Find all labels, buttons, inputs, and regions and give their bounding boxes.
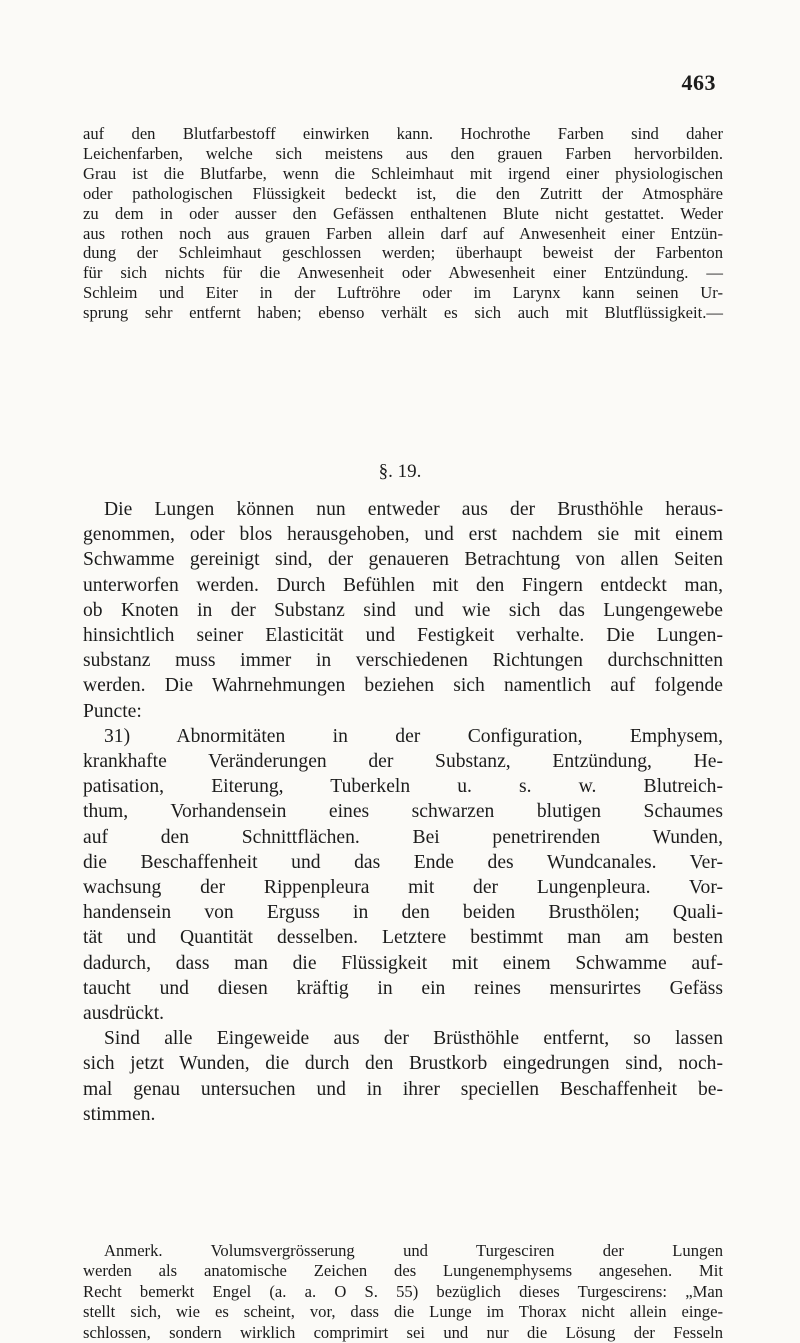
text-line: tät und Quantität desselben. Letztere bestimmt man am besten	[83, 927, 723, 949]
text-line: werden als anatomische Zeichen des Lungenemphysems angesehen. Mit	[83, 1261, 723, 1281]
text-line: substanz muss immer in verschiedenen Richtungen durchschnitten	[83, 650, 723, 672]
text-line: genommen, oder blos herausgehoben, und erst nachdem sie mit einem	[83, 524, 723, 546]
text-line: 31) Abnormitäten in der Configuration, Emphysem,	[104, 725, 723, 747]
text-line: für sich nichts für die Anwesenheit oder Abwesenheit einer Entzündung. —	[83, 263, 723, 283]
text-line: aus rothen noch aus grauen Farben allein darf auf Anwesenheit einer Entzün-	[83, 223, 723, 243]
text-line: hinsichtlich seiner Elasticität und Festigkeit verhalte. Die Lungen-	[83, 625, 723, 647]
main-text	[83, 497, 723, 1127]
text-line: werden. Die Wahrnehmungen beziehen sich namentlich auf folgende	[83, 675, 723, 697]
text-line: auf den Blutfarbestoff einwirken kann. Hochrothe Farben sind daher	[83, 124, 723, 143]
text-line: mal genau untersuchen und in ihrer speciellen Beschaffenheit be-	[83, 1078, 723, 1100]
text-line: Sind alle Eingeweide aus der Brüsthöhle entfernt, so lassen	[104, 1028, 723, 1050]
text-line: Leichenfarben, welche sich meistens aus den grauen Farben hervorbilden.	[83, 143, 723, 163]
text-line: stellt sich, wie es scheint, vor, dass die Lunge im Thorax nicht allein einge-	[83, 1302, 723, 1322]
text-line: zu dem in oder ausser den Gefässen enthaltenen Blute nicht gestattet. Weder	[83, 203, 723, 223]
text-line: ob Knoten in der Substanz sind und wie sich das Lungengewebe	[83, 599, 723, 621]
text-line: wachsung der Rippenpleura mit der Lungenpleura. Vor-	[83, 877, 723, 899]
text-line: Grau ist die Blutfarbe, wenn die Schleimhaut mit irgend einer physiologischen	[83, 163, 723, 183]
text-line: auf den Schnittflächen. Bei penetrirenden Wunden,	[83, 826, 723, 848]
text-line: sich jetzt Wunden, die durch den Brustkorb eingedrungen sind, noch-	[83, 1053, 723, 1075]
text-line: schlossen, sondern wirklich comprimirt sei und nur die Lösung der Fesseln	[83, 1322, 723, 1342]
page-number: 463	[681, 70, 716, 95]
text-line: Recht bemerkt Engel (a. a. O S. 55) bezüglich dieses Turgescirens: „Man	[83, 1281, 723, 1301]
text-line: unterworfen werden. Durch Befühlen mit den Fingern entdeckt man,	[83, 574, 723, 596]
text-line: Die Lungen können nun entweder aus der Brusthöhle heraus-	[104, 499, 723, 520]
top-paragraph	[83, 124, 723, 323]
text-line: Schwamme gereinigt sind, der genaueren Betrachtung von allen Seiten	[83, 549, 723, 571]
text-line: stimmen.	[83, 1103, 156, 1125]
text-line: ausdrückt.	[83, 1003, 165, 1025]
text-line: die Beschaffenheit und das Ende des Wundcanales. Ver-	[83, 851, 723, 873]
text-line: taucht und diesen kräftig in ein reines mensurirtes Gefäss	[83, 977, 723, 999]
text-line: krankhafte Veränderungen der Substanz, Entzündung, He-	[83, 751, 723, 773]
text-line: dung der Schleimhaut geschlossen werden; überhaupt beweist der Farbenton	[83, 243, 723, 263]
text-line: thum, Vorhandensein eines schwarzen blutigen Schaumes	[83, 801, 723, 823]
text-line: handensein von Erguss in den beiden Brusthölen; Quali-	[83, 902, 723, 924]
text-line: patisation, Eiterung, Tuberkeln u. s. w. Blutreich-	[83, 776, 723, 798]
text-line: Schleim und Eiter in der Luftröhre oder im Larynx kann seinen Ur-	[83, 283, 723, 303]
footnote	[83, 1241, 723, 1343]
text-line: Anmerk. Volumsvergrösserung und Turgesciren der Lungen	[104, 1241, 723, 1260]
text-line: Puncte:	[83, 700, 142, 722]
text-line: oder pathologischen Flüssigkeit bedeckt ist, die den Zutritt der Atmosphäre	[83, 183, 723, 203]
text-line: sprung sehr entfernt haben; ebenso verhält es sich auch mit Blutflüssigkeit.—	[83, 303, 723, 323]
text-line: dadurch, dass man die Flüssigkeit mit einem Schwamme auf-	[83, 952, 723, 974]
section-heading: §. 19.	[378, 461, 422, 482]
